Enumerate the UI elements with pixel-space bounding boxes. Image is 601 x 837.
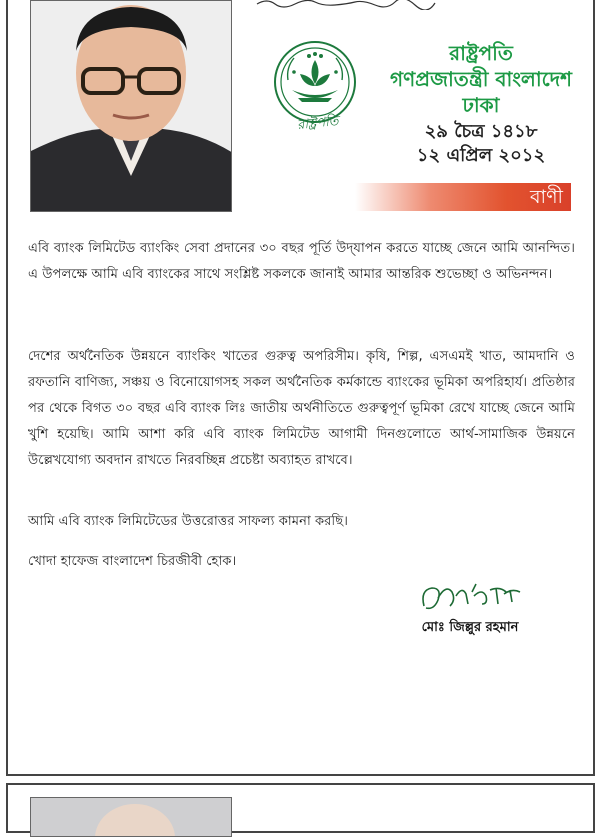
title-dhaka: ঢাকা: [462, 93, 500, 117]
date-gregorian: ১২ এপ্রিল ২০১২: [416, 145, 546, 166]
message-paragraph-4: [28, 549, 575, 575]
president-portrait: [30, 0, 232, 212]
title-president: রাষ্ট্রপতি: [449, 41, 513, 65]
message-paragraph-1: [28, 236, 575, 288]
header-title-block: [372, 40, 590, 168]
signatory-name: মোঃ জিল্লুর রহমান: [421, 620, 519, 635]
paragraph-text: আমি এবি ব্যাংক লিমিটেডের উত্তরোত্তর সাফল্য কামনা করছি।: [28, 514, 348, 529]
message-paragraph-2: [28, 344, 575, 474]
seal-caption: রাষ্ট্রপতি: [296, 113, 340, 134]
handwritten-signature: [416, 578, 526, 618]
section-label: বাণী: [529, 186, 563, 208]
section-banner: [355, 183, 571, 211]
title-republic: গণপ্রজাতন্ত্রী বাংলাদেশ: [389, 67, 573, 91]
top-handwriting: [255, 0, 455, 10]
message-paragraph-3: [28, 509, 575, 535]
paragraph-text: খোদা হাফেজ বাংলাদেশ চিরজীবী হোক।: [28, 554, 237, 569]
paragraph-text: দেশের অর্থনৈতিক উন্নয়নে ব্যাংকিং খাতের গুরুত্ব অপরিসীম। কৃষি, শিল্প, এসএমই খাত, আমদানি ও রফতানি বাণিজ্য, সঞ্চয় ও বিনোয়োগসহ সকল অর্থনৈতিক কর্মকান্ডে ব্যাংকের ভূমিকা অপরিহার্য। প্রতিষ্ঠার পর থেকে বিগত ৩০ বছর এবি ব্যাংক লিঃ জাতীয় অর্থনীতিতে গুরুত্বপূর্ণ ভূমিকা রেখে যাচ্ছে জেনে আমি খুশি হয়েছি। আমি আশা করি এবি ব্যাংক লিমিটেড আগামী দিনগুলোতে আর্থ-সামাজিক উন্নয়নে উল্লেখযোগ্য অবদান রাখতে নিরবচ্ছিন্ন প্রচেষ্টা অব্যাহত রাখবে।: [28, 349, 575, 468]
date-bengali: ২৯ চৈত্র ১৪১৮: [424, 121, 538, 142]
presidential-seal: [270, 40, 360, 138]
next-portrait: [30, 797, 232, 837]
paragraph-text: এবি ব্যাংক লিমিটেড ব্যাংকিং সেবা প্রদানের ৩০ বছর পূর্তি উদ্‌যাপন করতে যাচ্ছে জেনে আমি আনন্দিত। এ উপলক্ষে আমি এবি ব্যাংকের সাথে সংশ্লিষ্ট সকলকে জানাই আমার আন্তরিক শুভেচ্ছা ও অভিনন্দন।: [28, 241, 575, 282]
